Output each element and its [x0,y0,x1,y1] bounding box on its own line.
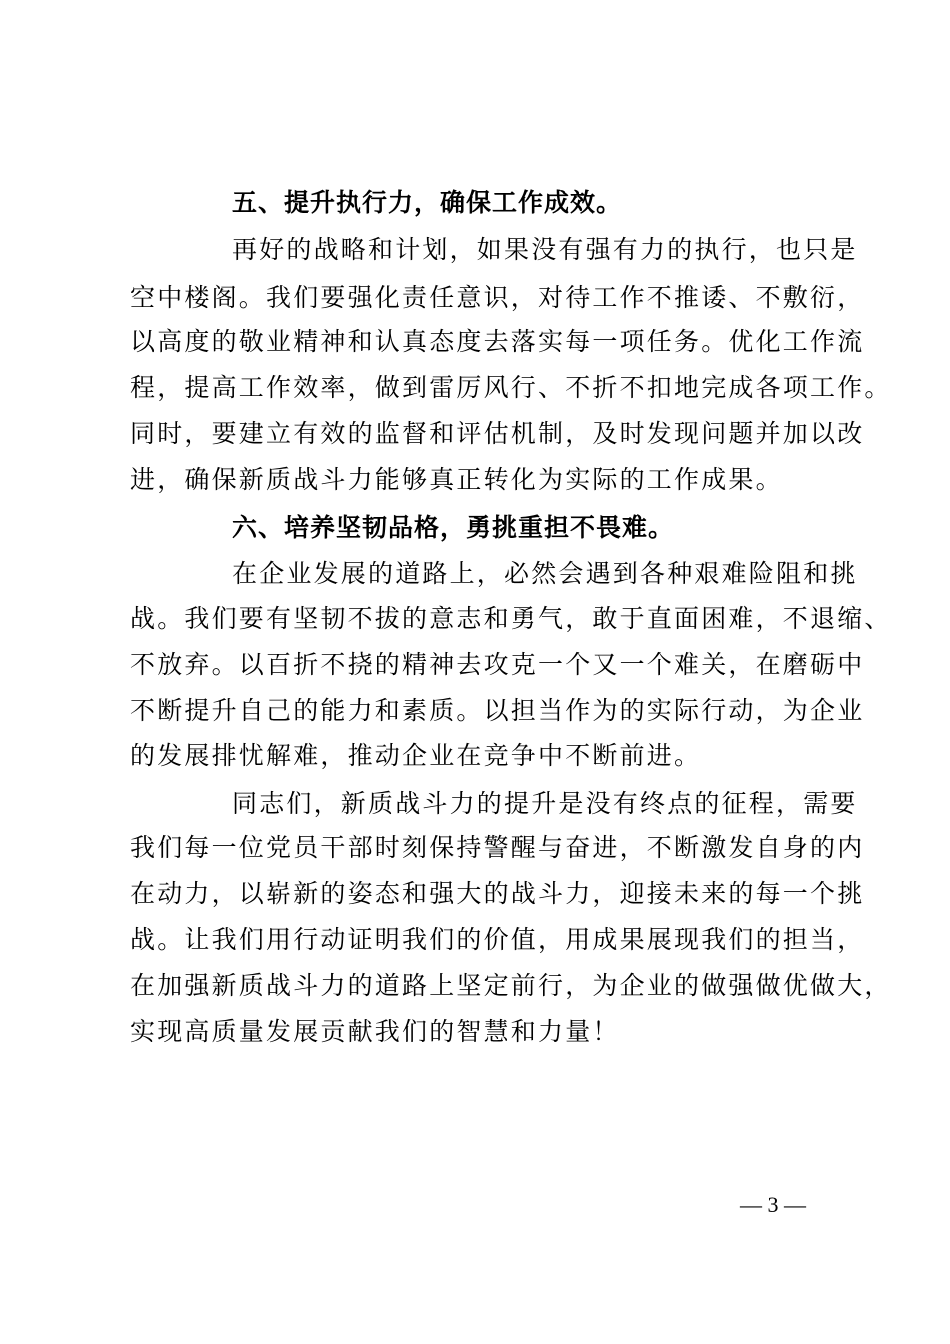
section-6-heading: 六、培养坚韧品格，勇挑重担不畏难。 [232,513,675,542]
paragraph-line: 实现高质量发展贡献我们的智慧和力量！ [130,1017,620,1046]
paragraph-line: 再好的战略和计划，如果没有强有力的执行，也只是 [232,235,858,264]
paragraph-line: 以高度的敬业精神和认真态度去落实每一项任务。优化工作流 [130,327,865,356]
paragraph-line: 同志们，新质战斗力的提升是没有终点的征程，需要 [232,789,858,818]
section-5-heading: 五、提升执行力，确保工作成效。 [232,188,623,217]
paragraph-line: 战。我们要有坚韧不拔的意志和勇气，敢于直面困难，不退缩、 [130,604,892,633]
paragraph-line: 在加强新质战斗力的道路上坚定前行，为企业的做强做优做大， [130,971,892,1000]
paragraph-line: 空中楼阁。我们要强化责任意识，对待工作不推诿、不敷衍， [130,283,865,312]
paragraph-line: 同时，要建立有效的监督和评估机制，及时发现问题并加以改 [130,419,865,448]
paragraph-line: 在动力，以崭新的姿态和强大的战斗力，迎接未来的每一个挑 [130,879,865,908]
paragraph-line: 的发展排忧解难，推动企业在竞争中不断前进。 [130,741,702,770]
paragraph-line: 不放弃。以百折不挠的精神去攻克一个又一个难关，在磨砺中 [130,650,865,679]
paragraph-line: 进，确保新质战斗力能够真正转化为实际的工作成果。 [130,465,783,494]
paragraph-line: 程，提高工作效率，做到雷厉风行、不折不扣地完成各项工作。 [130,373,892,402]
page-number: — 3 — [740,1192,806,1217]
paragraph-line: 战。让我们用行动证明我们的价值，用成果展现我们的担当， [130,925,865,954]
paragraph-line: 在企业发展的道路上，必然会遇到各种艰难险阻和挑 [232,559,858,588]
paragraph-line: 不断提升自己的能力和素质。以担当作为的实际行动，为企业 [130,696,865,725]
paragraph-line: 我们每一位党员干部时刻保持警醒与奋进，不断激发自身的内 [130,833,865,862]
